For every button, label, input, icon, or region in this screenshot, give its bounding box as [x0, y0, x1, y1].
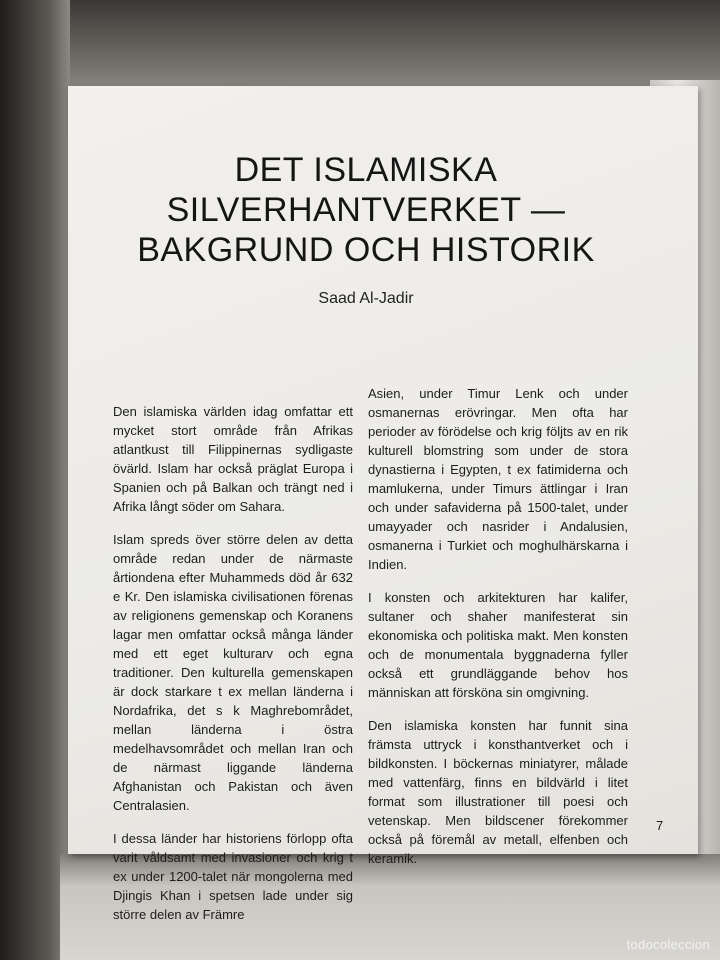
title-line: SILVERHANTVERKET — [166, 191, 566, 229]
paragraph: Islam spreds över större delen av detta område redan under de närmaste årtiondena efter Muhammeds död år 632 e Kr. Den islamiska civilisationen förenas av religionens gemenskap och Koranens lagar men omfattar också många länder med ett eget kulturarv och egna traditioner. Den kulturella gemenskapen är dock starkare t ex mellan länderna i Nordafrika, det s k Maghrebområdet, mellan länderna i östra medelhavsområdet och mellan Iran och de närmast liggande länderna Afghanistan och Pakistan och även Centralasien. [113, 532, 353, 813]
book-spine [0, 0, 70, 960]
title-line: BAKGRUND OCH HISTORIK [137, 231, 595, 269]
author-name: Saad Al-Jadir [318, 290, 414, 307]
page-number: 7 [656, 818, 664, 833]
paragraph: Den islamiska världen idag omfattar ett mycket stort område från Afrikas atlantkust till Filippinernas sydligaste övärld. Islam har också präglat Europa i Spanien och på Balkan och trängt ned i Afrika långt söder om Sahara. [113, 404, 353, 514]
watermark: todocoleccion [626, 937, 710, 952]
paragraph: I konsten och arkitekturen har kalifer, sultaner och shaher manifesterat sin ekonomiska och politiska makt. Men konsten och de monumentala byggnaderna fyller också ett grundläggande behov hos människan att försköna sin omgivning. [368, 590, 628, 700]
top-shadow [0, 0, 720, 90]
paragraph: I dessa länder har historiens förlopp ofta varit våldsamt med invasioner och krig t ex under 1200-talet när mongolerna med Djingis Khan i spetsen lade under sig större delen av Främre [113, 831, 353, 922]
chapter-title [86, 150, 646, 270]
text-column-left [113, 402, 353, 938]
text-column-right [368, 384, 628, 882]
paragraph: Asien, under Timur Lenk och under osmanernas erövringar. Men ofta har perioder av förödelse och krig följts av en rik kulturell blomstring som under de stora dynastierna i Egypten, t ex fatimiderna och mamlukerna, under Timurs ättlingar i Iran och under safaviderna på 1500-talet, under umayyader och nasrider i Andalusien, osmanerna i Turkiet och moghulhärskarna i Indien. [368, 386, 628, 572]
paragraph: Den islamiska konsten har funnit sina främsta uttryck i konsthantverket och i bildkonsten. I böckernas miniatyrer, målade med vattenfärg, finns en bildvärld i litet format som illustrationer till poesi och vetenskap. Men bildscener förekommer också på föremål av metall, elfenben och keramik. [368, 718, 628, 866]
title-line: DET ISLAMISKA [234, 151, 498, 189]
